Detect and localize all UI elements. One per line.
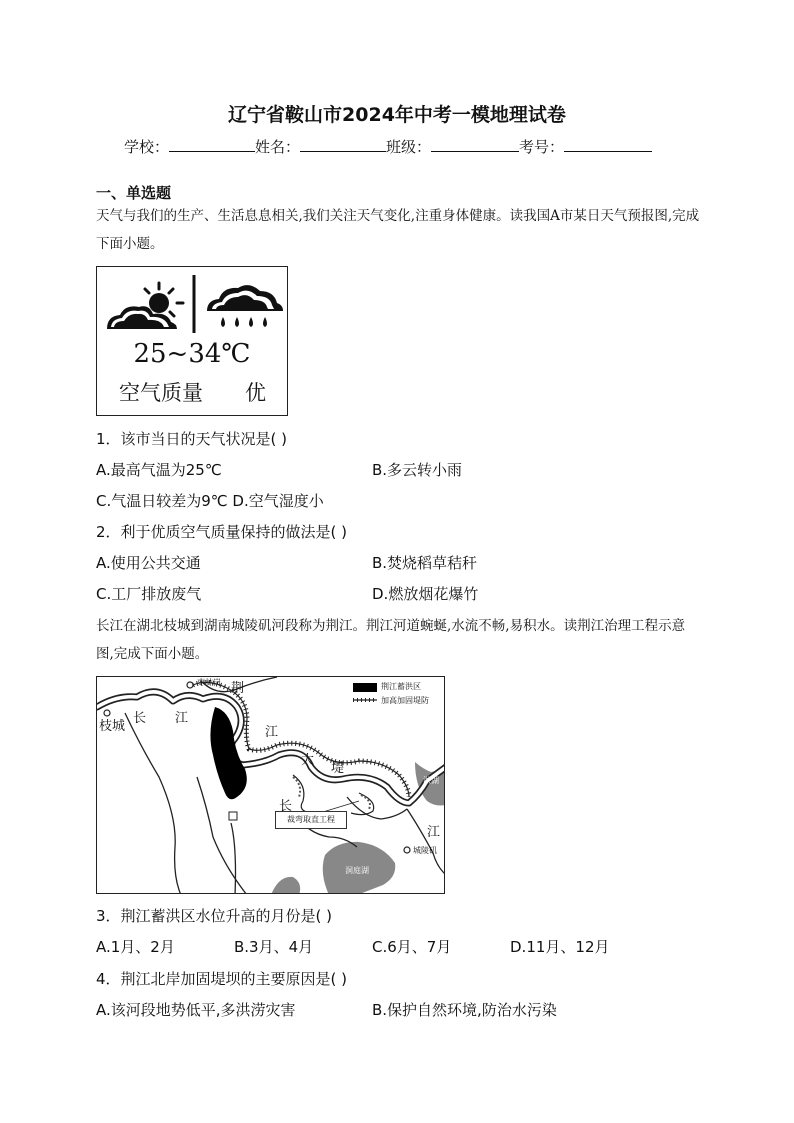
- number-blank: [564, 137, 652, 152]
- question-2-option-d[interactable]: D.燃放烟花爆竹: [372, 585, 479, 603]
- name-label: 姓名：: [255, 138, 301, 156]
- map-char-chang-2: 长: [279, 799, 293, 814]
- question-1-stem: 1．该市当日的天气状况是( ): [96, 430, 288, 448]
- question-2-option-c[interactable]: C.工厂排放废气: [96, 585, 202, 603]
- map-drawing: [97, 677, 445, 894]
- intro-paragraph-1: 天气与我们的生产、生活息息相关,我们关注天气变化,注重身体健康。读我国A市某日天气预报图,完成下面小题。: [96, 208, 700, 252]
- sun-cloud-icon: [107, 283, 183, 329]
- map-char-di: 堤: [331, 761, 345, 776]
- zhicheng-label: 枝城: [99, 719, 126, 734]
- weather-icons: [97, 267, 287, 339]
- map-char-jiang-2: 江: [175, 711, 189, 726]
- temperature-range: 25~34℃: [133, 339, 251, 369]
- engineering-label-box: 裁弯取直工程: [275, 811, 347, 829]
- question-3-stem: 3．荆江蓄洪区水位升高的月份是( ): [96, 907, 333, 925]
- question-2-option-a[interactable]: A.使用公共交通: [96, 554, 201, 572]
- chenglingji-point: [404, 847, 410, 853]
- school-label: 学校：: [124, 138, 170, 156]
- map-char-jiang-1: 江: [265, 725, 279, 740]
- question-2-stem: 2．利于优质空气质量保持的做法是( ): [96, 523, 348, 541]
- question-3-option-a[interactable]: A.1月、2月: [96, 938, 175, 956]
- chenglingji-label: 城陵矶: [413, 846, 437, 855]
- question-3-option-b[interactable]: B.3月、4月: [234, 938, 314, 956]
- student-info-row: [124, 136, 652, 157]
- legend-storage-text: 荆江蓄洪区: [381, 682, 421, 691]
- number-label: 考号：: [519, 138, 565, 156]
- dongtinghu-label: 洞庭湖: [345, 866, 369, 875]
- section-title: 一、单选题: [96, 184, 172, 202]
- map-char-jing: 荆: [231, 681, 245, 696]
- question-1-option-cd[interactable]: C.气温日较差为9℃ D.空气湿度小: [96, 492, 324, 510]
- rain-cloud-icon: [207, 285, 283, 327]
- map-char-da: 大: [301, 753, 315, 768]
- map-char-jiang-3: 江: [427, 825, 441, 840]
- question-4-option-b[interactable]: B.保护自然环境,防治水污染: [372, 1001, 557, 1019]
- question-4-stem: 4．荆江北岸加固堤坝的主要原因是( ): [96, 970, 348, 988]
- page-title: 辽宁省鞍山市2024年中考一模地理试卷: [228, 104, 566, 126]
- zaolingang-label: 枣林岗: [197, 678, 221, 687]
- honghu-label: 洪湖: [423, 776, 439, 785]
- class-blank: [431, 137, 519, 152]
- question-1-option-a[interactable]: A.最高气温为25℃: [96, 461, 222, 479]
- legend-storage-swatch: [353, 683, 377, 692]
- question-2-option-b[interactable]: B.焚烧稻草秸秆: [372, 554, 478, 572]
- intro-paragraph-2: 长江在湖北枝城到湖南城陵矶河段称为荆江。荆江河道蜿蜒,水流不畅,易积水。读荆江治理工程示意图,完成下面小题。: [96, 618, 686, 662]
- lake-south: [271, 877, 300, 894]
- name-blank: [300, 137, 386, 152]
- air-quality-label: 空气质量: [119, 381, 203, 405]
- school-blank: [169, 137, 255, 152]
- question-3-option-d[interactable]: D.11月、12月: [510, 938, 610, 956]
- question-4-option-a[interactable]: A.该河段地势低平,多洪涝灾害: [96, 1001, 296, 1019]
- map-char-chang-1: 长: [133, 711, 147, 726]
- class-label: 班级：: [386, 138, 432, 156]
- question-1-option-b[interactable]: B.多云转小雨: [372, 461, 463, 479]
- legend-dike-text: 加高加固堤防: [381, 696, 429, 705]
- question-3-option-c[interactable]: C.6月、7月: [372, 938, 452, 956]
- jingjiang-map: [96, 676, 445, 894]
- weather-forecast-card: [96, 266, 288, 416]
- zaolingang-point: [187, 682, 193, 688]
- air-quality-value: 优: [245, 381, 266, 405]
